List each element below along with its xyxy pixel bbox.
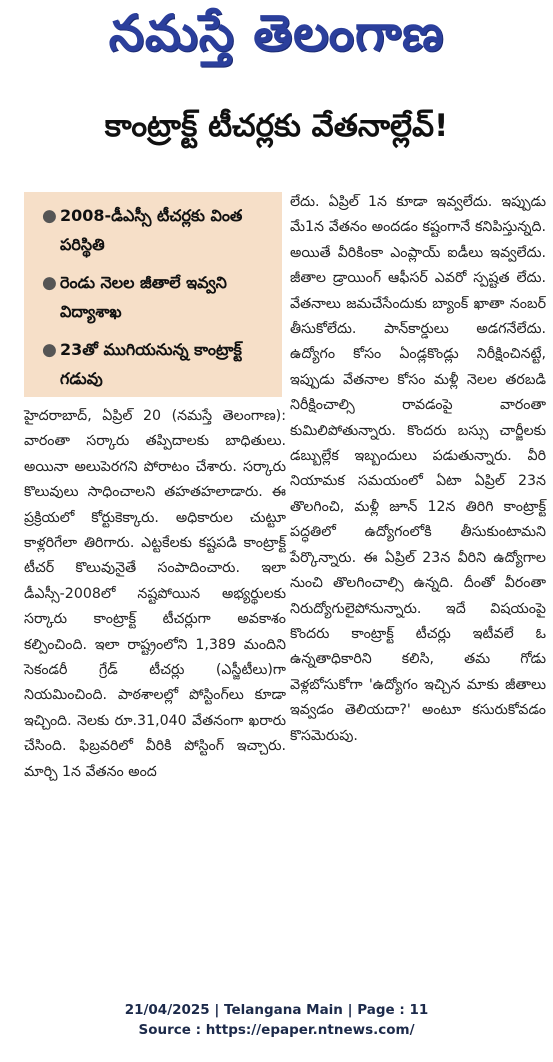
bullet-icon: ● [42, 206, 57, 226]
highlight-text: 23తో ముగియనున్న కాంట్రాక్ట్ గడువు [60, 340, 242, 388]
highlight-item [42, 335, 272, 393]
highlights-box [24, 192, 282, 397]
highlight-text: రెండు నెలల జీతాలే ఇవ్వని విద్యాశాఖ [60, 273, 227, 321]
footer-date-line: 21/04/2025 | Telangana Main | Page : 11 [124, 1002, 429, 1018]
highlight-item [42, 268, 272, 326]
article-paragraph: లేదు. ఏప్రిల్ 1న కూడా ఇవ్వలేదు. ఇప్పుడు మే1న వేతనం అందడం కష్టంగానే కనిపిస్తున్నది. అయితే వీరికింకా ఎంప్లాయ్ ఐడీలు ఇవ్వలేదు. జీతాల డ్రాయింగ్ ఆఫీసర్ ఎవరో స్పష్టత లేదు. వేతనాలు జమచేసేందుకు బ్యాంక్ ఖాతా నంబర్ తీసుకోలేదు. పాన్‌కార్డులు అడగనేలేదు. ఉద్యోగం కోసం ఏండ్లకొండ్లు నిరీక్షించినట్టే, ఇప్పుడు వేతనాల కోసం మళ్లీ నెలల తరబడి నిరీక్షించాల్సి రావడంపై వారంతా కుమిలిపోతున్నారు. కొందరు బస్సు చార్జీలకు డబ్బుల్లేక ఇబ్బందులు పడుతున్నారు. వీరి నియామక సమయంలో ఏటా ఏప్రిల్ 23న తొలగించి, మళ్లీ జూన్ 12న తిరిగి కాంట్రాక్ట్ పద్ధతిలో ఉద్యోగంలోకి తీసుకుంటామని పేర్కొన్నారు. ఈ ఏప్రిల్ 23న వీరిని ఉద్యోగాల నుంచి తొలగించాల్సి ఉన్నది. దీంతో వీరంతా నిరుద్యోగులైపోనున్నారు. ఇదే విషయంపై కొందరు కాంట్రాక్ట్ టీచర్లు ఇటీవలే ఓ ఉన్నతాధికారిని కలిసి, తమ గోడు వెళ్లబోసుకోగా 'ఉద్యోగం ఇచ్చిన మాకు జీతాలు ఇవ్వడం తెలియదా?' అంటూ కసురుకోవడం కొసమెరుపు. [290, 194, 546, 744]
article-paragraph: హైదరాబాద్, ఏప్రిల్ 20 (నమస్తే తెలంగాణ): వారంతా సర్కారు తప్పిదాలకు బాధితులు. అయినా అలుపెరగని పోరాటం చేశారు. సర్కారు కొలువులు సాధించాలని తహతహలాడారు. ఈ ప్రక్రియలో కోర్టుకెక్కారు. అధికారుల చుట్టూ కాళ్లరిగేలా తిరిగారు. ఎట్టకేలకు కష్టపడి కాంట్రాక్ట్ టీచర్ కొలువునైతే సంపాదించారు. ఇలా డీఎస్సీ-2008లో నష్టపోయిన అభ్యర్థులకు సర్కారు కాంట్రాక్ట్ టీచర్లుగా అవకాశం కల్పించింది. ఇలా రాష్ట్రంలోని 1,389 మందిని సెకండరీ గ్రేడ్ టీచర్లు (ఎస్జీటీలు)గా నియమించింది. పాఠశాలల్లో పోస్టింగ్‌లు కూడా ఇచ్చింది. నెలకు రూ.31,040 వేతనంగా ఖరారు చేసింది. ఫిబ్రవరిలో వీరికి పోస్టింగ్ ఇచ్చారు. మార్చి 1న వేతనం అంద [24, 408, 286, 780]
masthead-title: నమస్తే తెలంగాణ [108, 3, 445, 62]
bullet-icon: ● [42, 340, 57, 360]
footer-source-line: Source : https://epaper.ntnews.com/ [138, 1022, 415, 1038]
bullet-icon: ● [42, 273, 57, 293]
article-left-column [24, 404, 286, 785]
highlight-item [42, 201, 272, 259]
masthead [0, 0, 553, 78]
highlight-text: 2008-డీఎస్సీ టీచర్లకు వింత పరిస్థితి [60, 206, 243, 254]
article-right-column [290, 190, 546, 749]
footer [0, 1000, 553, 1040]
headline: కాంట్రాక్ట్ టీచర్లకు వేతనాల్లేవ్! [104, 108, 449, 144]
